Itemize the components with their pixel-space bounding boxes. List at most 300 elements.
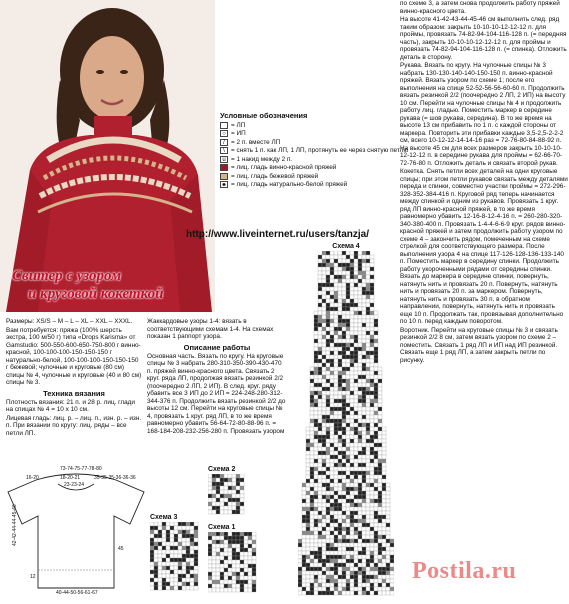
chart-cell [314, 323, 318, 327]
chart-cell [326, 327, 330, 331]
chart-cell [216, 532, 220, 536]
chart-cell [350, 267, 354, 271]
chart-cell [314, 427, 318, 431]
chart-cell [342, 259, 346, 263]
chart-cell [342, 551, 346, 555]
chart-cell [194, 526, 198, 530]
chart-cell [318, 451, 322, 455]
chart-cell [334, 463, 338, 467]
chart-cell [354, 311, 358, 315]
chart-cell [326, 427, 330, 431]
chart-cell [330, 415, 334, 419]
chart-cell [374, 415, 378, 419]
chart-cell [390, 571, 394, 575]
chart-cell [220, 544, 224, 548]
chart-cell [350, 527, 354, 531]
chart-cell [306, 555, 310, 559]
chart-cell [208, 474, 212, 478]
chart-cell [326, 435, 330, 439]
chart-cell [378, 459, 382, 463]
chart-cell [334, 467, 338, 471]
chart-cell [306, 547, 310, 551]
chart-cell [330, 471, 334, 475]
chart-cell [334, 547, 338, 551]
chart-cell [314, 319, 318, 323]
chart-cell [330, 507, 334, 511]
chart-cell [306, 583, 310, 587]
chart-cell [366, 511, 370, 515]
chart-cell [166, 574, 170, 578]
chart-cell [350, 503, 354, 507]
chart-cell [374, 455, 378, 459]
chart-cell [378, 515, 382, 519]
chart-cell [342, 311, 346, 315]
chart-cell [354, 543, 358, 547]
schema-3 [150, 514, 204, 598]
chart-cell [306, 443, 310, 447]
chart-cell [306, 479, 310, 483]
chart-cell [224, 506, 228, 510]
chart-cell [330, 331, 334, 335]
chart-cell [374, 471, 378, 475]
chart-cell [310, 543, 314, 547]
chart-cell [326, 383, 330, 387]
chart-cell [338, 363, 342, 367]
chart-cell [314, 551, 318, 555]
chart-cell [334, 491, 338, 495]
chart-cell [194, 546, 198, 550]
chart-cell [342, 343, 346, 347]
chart-cell [318, 307, 322, 311]
chart-cell [178, 542, 182, 546]
chart-cell [362, 391, 366, 395]
chart-cell [252, 540, 256, 544]
chart-cell [216, 548, 220, 552]
chart-cell [338, 431, 342, 435]
chart-cell [346, 475, 350, 479]
chart-cell [330, 403, 334, 407]
chart-cell [370, 423, 374, 427]
chart-cell [158, 566, 162, 570]
chart-cell [338, 327, 342, 331]
chart-cell [370, 471, 374, 475]
chart-cell [386, 519, 390, 523]
skp-symbol-icon: \ [220, 147, 228, 154]
chart-cell [366, 503, 370, 507]
chart-cell [338, 331, 342, 335]
chart-cell [338, 511, 342, 515]
chart-cell [322, 379, 326, 383]
chart-cell [174, 554, 178, 558]
chart-cell [366, 575, 370, 579]
chart-cell [350, 467, 354, 471]
chart-cell [212, 560, 216, 564]
chart-cell [390, 587, 394, 591]
chart-cell [346, 583, 350, 587]
chart-cell [322, 263, 326, 267]
chart-cell [244, 568, 248, 572]
chart-cell [378, 427, 382, 431]
chart-cell [354, 379, 358, 383]
chart-cell [358, 391, 362, 395]
chart-cell [322, 343, 326, 347]
chart-cell [326, 551, 330, 555]
chart-cell [366, 415, 370, 419]
chart-cell [216, 556, 220, 560]
chart-cell [322, 447, 326, 451]
chart-cell [362, 463, 366, 467]
chart-cell [186, 566, 190, 570]
chart-cell [354, 383, 358, 387]
chart-cell [362, 575, 366, 579]
chart-cell [318, 419, 322, 423]
chart-cell [170, 534, 174, 538]
chart-cell [244, 580, 248, 584]
chart-cell [370, 519, 374, 523]
chart-cell [334, 355, 338, 359]
chart-cell [322, 371, 326, 375]
chart-cell [334, 307, 338, 311]
chart-cell [386, 535, 390, 539]
chart-cell [224, 474, 228, 478]
chart-cell [378, 467, 382, 471]
chart-cell [374, 535, 378, 539]
chart-cell [342, 391, 346, 395]
chart-cell [240, 532, 244, 536]
chart-cell [366, 327, 370, 331]
chart-cell [154, 562, 158, 566]
chart-cell [314, 347, 318, 351]
chart-cell [338, 387, 342, 391]
chart-cell [382, 455, 386, 459]
chart-cell [310, 471, 314, 475]
chart-cell [318, 363, 322, 367]
chart-cell [314, 535, 318, 539]
chart-cell [366, 463, 370, 467]
chart-cell [350, 547, 354, 551]
chart-cell [252, 560, 256, 564]
chart-cell [322, 375, 326, 379]
chart-cell [326, 279, 330, 283]
chart-cell [194, 534, 198, 538]
chart-cell [350, 287, 354, 291]
chart-cell [350, 371, 354, 375]
chart-cell [354, 499, 358, 503]
legend-item: ○ = ИП [220, 130, 410, 138]
chart-cell [354, 359, 358, 363]
chart-cell [342, 395, 346, 399]
chart-cell [334, 483, 338, 487]
chart-cell [252, 548, 256, 552]
chart-cell [338, 399, 342, 403]
chart-cell [240, 486, 244, 490]
chart-cell [362, 343, 366, 347]
chart-cell [318, 383, 322, 387]
chart-cell [382, 459, 386, 463]
chart-cell [354, 555, 358, 559]
chart-cell [248, 580, 252, 584]
chart-cell [326, 251, 330, 255]
chart-cell [378, 415, 382, 419]
chart-cell [302, 579, 306, 583]
chart-cell [326, 575, 330, 579]
chart-cell [244, 576, 248, 580]
chart-cell [314, 571, 318, 575]
chart-cell [358, 387, 362, 391]
chart-cell [354, 323, 358, 327]
chart-cell [232, 544, 236, 548]
chart-cell [314, 451, 318, 455]
chart-cell [224, 576, 228, 580]
chart-cell [370, 387, 374, 391]
chart-cell [224, 510, 228, 514]
chart-cell [366, 427, 370, 431]
chart-cell [358, 363, 362, 367]
chart-cell [366, 491, 370, 495]
chart-cell [370, 567, 374, 571]
chart-cell [346, 575, 350, 579]
chart-cell [318, 279, 322, 283]
chart-cell [298, 567, 302, 571]
chart-cell [370, 487, 374, 491]
chart-cell [326, 311, 330, 315]
chart-cell [334, 339, 338, 343]
chart-cell [236, 560, 240, 564]
chart-cell [228, 510, 232, 514]
chart-cell [212, 544, 216, 548]
chart-cell [314, 519, 318, 523]
chart-cell [370, 259, 374, 263]
chart-cell [162, 546, 166, 550]
chart-cell [354, 567, 358, 571]
chart-cell [318, 439, 322, 443]
chart-cell [346, 319, 350, 323]
chart-cell [306, 451, 310, 455]
chart-cell [354, 431, 358, 435]
chart-cell [220, 560, 224, 564]
chart-cell [382, 547, 386, 551]
chart-cell [342, 439, 346, 443]
chart-cell [212, 556, 216, 560]
chart-cell [338, 483, 342, 487]
chart-cell [382, 443, 386, 447]
chart-cell [232, 486, 236, 490]
chart-cell [350, 531, 354, 535]
chart-cell [326, 539, 330, 543]
chart-cell [338, 439, 342, 443]
chart-cell [350, 443, 354, 447]
chart-cell [366, 395, 370, 399]
chart-cell [302, 539, 306, 543]
chart-cell [228, 506, 232, 510]
chart-cell [326, 523, 330, 527]
chart-cell [194, 554, 198, 558]
chart-cell [334, 435, 338, 439]
chart-cell [178, 570, 182, 574]
chart-cell [346, 379, 350, 383]
chart-cell [338, 379, 342, 383]
chart-cell [358, 491, 362, 495]
chart-cell [224, 494, 228, 498]
chart-cell [178, 546, 182, 550]
chart-cell [330, 255, 334, 259]
chart-cell [236, 552, 240, 556]
chart-cell [346, 375, 350, 379]
chart-cell [322, 383, 326, 387]
chart-cell [370, 335, 374, 339]
chart-cell [386, 503, 390, 507]
chart-cell [342, 479, 346, 483]
chart-cell [322, 351, 326, 355]
chart-cell [342, 359, 346, 363]
chart-cell [358, 475, 362, 479]
chart-cell [208, 478, 212, 482]
chart-cell [362, 399, 366, 403]
chart-cell [382, 435, 386, 439]
chart-cell [186, 534, 190, 538]
chart-cell [236, 536, 240, 540]
chart-cell [154, 550, 158, 554]
chart-cell [378, 519, 382, 523]
chart-cell [390, 567, 394, 571]
chart-cell [306, 523, 310, 527]
chart-cell [326, 275, 330, 279]
chart-cell [350, 479, 354, 483]
chart-cell [374, 347, 378, 351]
knit-symbol-icon [220, 122, 228, 129]
chart-cell [248, 552, 252, 556]
chart-cell [370, 279, 374, 283]
purl-symbol-icon: ○ [220, 130, 228, 137]
chart-cell [318, 455, 322, 459]
chart-cell [232, 584, 236, 588]
chart-cell [358, 355, 362, 359]
chart-cell [370, 459, 374, 463]
chart-cell [298, 555, 302, 559]
chart-cell [310, 443, 314, 447]
chart-cell [224, 552, 228, 556]
chart-cell [322, 283, 326, 287]
chart-cell [350, 251, 354, 255]
chart-cell [236, 564, 240, 568]
chart-cell [342, 503, 346, 507]
chart-cell [358, 483, 362, 487]
chart-cell [342, 275, 346, 279]
chart-cell [366, 587, 370, 591]
chart-cell [174, 570, 178, 574]
chart-cell [154, 570, 158, 574]
chart-cell [322, 407, 326, 411]
chart-cell [386, 583, 390, 587]
chart-cell [350, 507, 354, 511]
chart-cell [342, 467, 346, 471]
chart-cell [326, 403, 330, 407]
chart-cell [158, 582, 162, 586]
chart-cell [370, 319, 374, 323]
chart-cell [322, 567, 326, 571]
chart-cell [220, 536, 224, 540]
chart-cell [314, 311, 318, 315]
chart-cell [366, 323, 370, 327]
chart-cell [370, 571, 374, 575]
chart-cell [330, 283, 334, 287]
chart-cell [366, 547, 370, 551]
chart-cell [322, 479, 326, 483]
measure-bottom: 40-44-50-56-61-67 [56, 590, 98, 596]
chart-cell [174, 582, 178, 586]
measure-top3: 18-20-21 [60, 475, 81, 481]
chart-cell [236, 494, 240, 498]
chart-cell [342, 331, 346, 335]
chart-cell [208, 548, 212, 552]
chart-cell [322, 279, 326, 283]
chart-cell [216, 540, 220, 544]
schema-4 [298, 243, 394, 598]
chart-cell [298, 559, 302, 563]
chart-cell [326, 287, 330, 291]
red-yarn-symbol-icon [220, 164, 228, 171]
chart-cell [354, 579, 358, 583]
chart-cell [240, 548, 244, 552]
chart-cell [158, 562, 162, 566]
photo-caption-line2: и круговой кокеткой [28, 286, 164, 302]
chart-cell [346, 387, 350, 391]
chart-cell [362, 255, 366, 259]
chart-cell [342, 367, 346, 371]
chart-cell [174, 522, 178, 526]
chart-cell [150, 582, 154, 586]
chart-cell [358, 379, 362, 383]
chart-cell [338, 487, 342, 491]
chart-cell [310, 523, 314, 527]
chart-cell [350, 351, 354, 355]
chart-cell [314, 379, 318, 383]
chart-cell [224, 568, 228, 572]
chart-cell [366, 447, 370, 451]
chart-cell [186, 546, 190, 550]
chart-cell [378, 531, 382, 535]
chart-cell [354, 519, 358, 523]
chart-cell [330, 443, 334, 447]
chart-cell [318, 499, 322, 503]
chart-cell [240, 568, 244, 572]
chart-cell [362, 331, 366, 335]
chart-cell [240, 552, 244, 556]
chart-cell [216, 506, 220, 510]
chart-cell [334, 403, 338, 407]
chart-cell [150, 526, 154, 530]
legend [220, 112, 410, 224]
chart-cell [158, 546, 162, 550]
chart-cell [350, 555, 354, 559]
chart-cell [190, 570, 194, 574]
chart-cell [330, 251, 334, 255]
chart-cell [310, 591, 314, 595]
chart-cell [350, 483, 354, 487]
chart-cell [346, 427, 350, 431]
chart-cell [318, 283, 322, 287]
chart-cell [350, 271, 354, 275]
chart-cell [182, 586, 186, 590]
chart-cell [378, 551, 382, 555]
chart-cell [382, 427, 386, 431]
chart-cell [334, 503, 338, 507]
chart-cell [330, 291, 334, 295]
chart-cell [166, 546, 170, 550]
chart-cell [208, 494, 212, 498]
chart-cell [244, 564, 248, 568]
chart-cell [310, 423, 314, 427]
